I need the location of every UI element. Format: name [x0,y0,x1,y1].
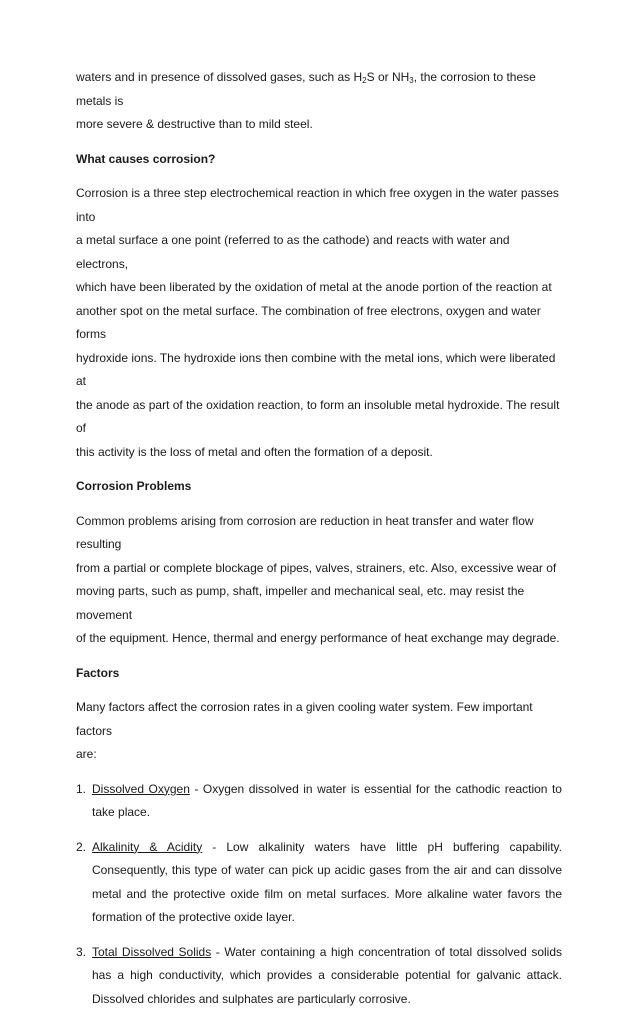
factor-term: Dissolved Oxygen [92,782,190,796]
problems-paragraph [76,510,562,651]
intro-line-2: more severe & destructive than to mild steel. [76,117,313,131]
subscript-3: 3 [409,76,413,85]
problems-line: of the equipment. Hence, thermal and energy performance of heat exchange may degrade. [76,631,560,645]
problems-line: from a partial or complete blockage of pipes, valves, strainers, etc. Also, excessive wear of [76,561,556,575]
causes-line: which have been liberated by the oxidation of metal at the anode portion of the reaction at [76,280,552,294]
subscript-2: 2 [362,76,366,85]
factors-line: Many factors affect the corrosion rates in a given cooling water system. Few important factors [76,700,533,738]
factors-list [76,778,562,1011]
heading-problems: Corrosion Problems [76,475,562,499]
intro-paragraph [76,66,562,137]
list-number: 1. [76,778,86,802]
problems-line: moving parts, such as pump, shaft, impeller and mechanical seal, etc. may resist the movement [76,584,524,622]
heading-factors: Factors [76,662,562,686]
list-number: 3. [76,941,86,965]
list-number: 2. [76,836,86,860]
causes-line: this activity is the loss of metal and often the formation of a deposit. [76,445,433,459]
factor-description: - Low alkalinity waters have little pH buffering capability. Consequently, this type of water can pick up acidic gases from the air and can dissolve metal and the protective oxide film on metal surfaces. More alkaline water favors the formation of the protective oxide layer. [92,840,562,925]
list-item [76,778,562,825]
factor-description: - Water containing a high concentration of total dissolved solids has a high conductivity, which provides a considerable potential for galvanic attack. Dissolved chlorides and sulphates are particularly corrosive. [92,945,562,1006]
causes-line: Corrosion is a three step electrochemical reaction in which free oxygen in the water passes into [76,186,559,224]
list-item [76,836,562,930]
causes-line: a metal surface a one point (referred to as the cathode) and reacts with water and electrons, [76,233,510,271]
intro-text-3: , the corrosion to these metals is [76,70,536,108]
intro-text-1: waters and in presence of dissolved gases, such as H [76,70,362,84]
factor-term: Alkalinity & Acidity [92,840,202,854]
factors-paragraph [76,696,562,767]
problems-line: Common problems arising from corrosion are reduction in heat transfer and water flow resulting [76,514,534,552]
causes-paragraph [76,182,562,464]
causes-line: hydroxide ions. The hydroxide ions then combine with the metal ions, which were liberated at [76,351,555,389]
causes-line: another spot on the metal surface. The combination of free electrons, oxygen and water forms [76,304,541,342]
factor-description: - Oxygen dissolved in water is essential for the cathodic reaction to take place. [92,782,562,820]
factors-line: are: [76,747,97,761]
list-item [76,941,562,1011]
factor-term: Total Dissolved Solids [92,945,211,959]
heading-causes: What causes corrosion? [76,148,562,172]
causes-line: the anode as part of the oxidation reaction, to form an insoluble metal hydroxide. The result of [76,398,559,436]
intro-text-2: S or NH [367,70,410,84]
